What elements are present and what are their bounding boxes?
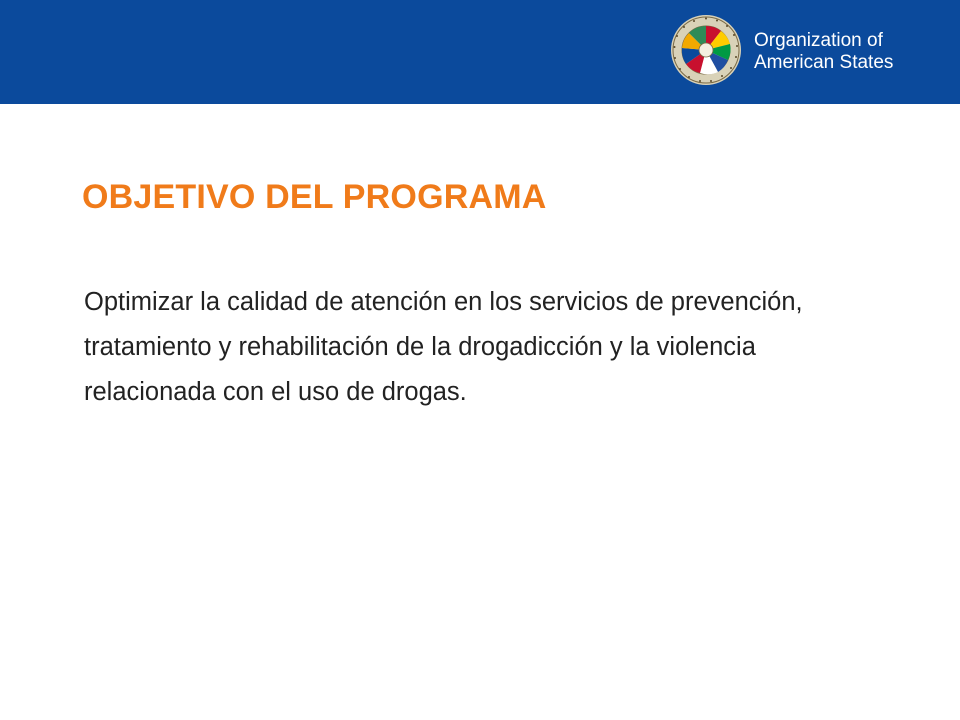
organization-name (754, 30, 893, 74)
organization-name-line2: American States (754, 52, 894, 73)
slide-title: OBJETIVO DEL PROGRAMA (82, 178, 547, 216)
oas-seal-icon (670, 14, 742, 86)
objective-text: Optimizar la calidad de atención en los servicios de prevención, tratamiento y rehabilitación de la drogadicción y la violencia relacionada con el uso de drogas. (84, 288, 803, 406)
header-bar (0, 0, 960, 104)
organization-name-line1: Organization of (754, 30, 883, 51)
